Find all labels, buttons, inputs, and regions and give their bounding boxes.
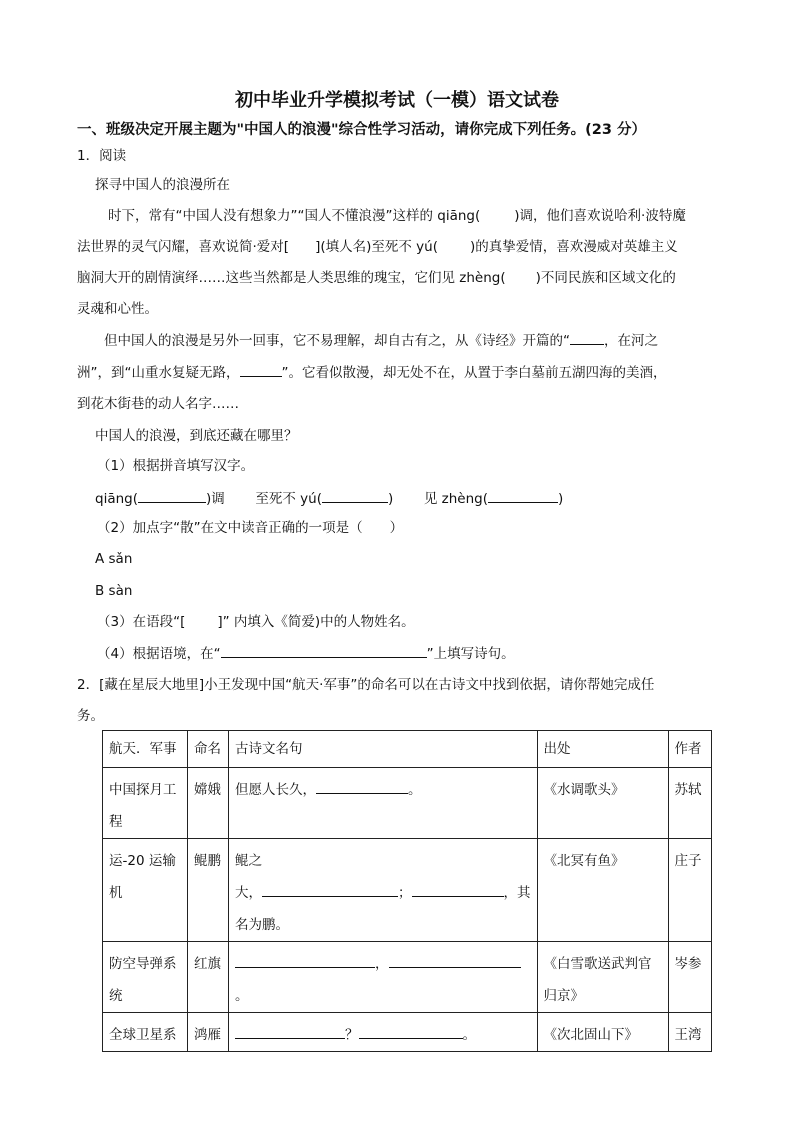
passage-line: 法世界的灵气闪耀，喜欢说简·爱对[ ](填人名)至死不 yú( )的真挚爱情，喜欢漫威对英雄主义 — [77, 239, 678, 255]
passage-line: 洲”，到“山重水复疑无路， ”。它看似散漫，却无处不在，从置于李白墓前五湖四海的美酒， — [77, 362, 667, 383]
blank[interactable] — [235, 953, 375, 968]
table-cell: 嫦娥 — [188, 768, 229, 839]
table-cell: 运-20 运输机 — [103, 839, 188, 942]
passage-line: 但中国人的浪漫是另外一回事，它不易理解，却自古有之，从《诗经》开篇的“ ，在河之 — [104, 330, 658, 351]
table-cell: 中国探月工程 — [103, 768, 188, 839]
table-row — [103, 768, 712, 839]
passage-line: 灵魂和心性。 — [77, 301, 158, 317]
option-b[interactable]: B sàn — [95, 583, 133, 599]
table-cell: 但愿人长久， 。 — [229, 768, 538, 839]
passage-line: 时下，常有“中国人没有想象力”“国人不懂浪漫”这样的 qiāng( )调，他们喜欢说哈利·波特魔 — [108, 208, 686, 224]
table-header: 古诗文名句 — [229, 731, 538, 768]
table-cell: 《次北固山下》 — [537, 1013, 668, 1052]
table-cell: 鲲之 大， ； ，其 名为鹏。 — [229, 839, 538, 942]
blank[interactable] — [322, 488, 388, 503]
table-cell: 红旗 — [188, 942, 229, 1013]
section-heading: 一、班级决定开展主题为"中国人的浪漫"综合性学习活动，请你完成下列任务。(23 分） — [77, 122, 646, 138]
question-text: 中国人的浪漫，到底还藏在哪里？ — [95, 428, 298, 444]
blank[interactable] — [488, 488, 558, 503]
passage-line: 到花木街巷的动人名字…… — [77, 396, 239, 412]
passage-line: 脑洞大开的剧情演绎……这些当然都是人类思维的瑰宝，它们见 zhèng( )不同民族和区域文化的 — [77, 270, 676, 286]
page-title: 初中毕业升学模拟考试（一模）语文试卷 — [235, 90, 559, 111]
blank[interactable] — [316, 779, 408, 794]
table-cell: 庄子 — [668, 839, 711, 942]
blank[interactable] — [262, 882, 398, 897]
table-cell: 防空导弹系统 — [103, 942, 188, 1013]
blank[interactable] — [240, 362, 282, 377]
question-2: 2．[藏在星辰大地里]小王发现中国“航天·军事”的命名可以在古诗文中找到依据，请你帮她完成任 — [77, 677, 655, 693]
blank[interactable] — [389, 953, 521, 968]
table-row — [103, 942, 712, 1013]
sub-question: （2）加点字“散”在文中读音正确的一项是（ ） — [97, 520, 404, 536]
table-row — [103, 839, 712, 942]
blank[interactable] — [359, 1024, 463, 1039]
table-cell: 苏轼 — [668, 768, 711, 839]
blank[interactable] — [138, 488, 206, 503]
table-header: 作者 — [668, 731, 711, 768]
sub-question: （4）根据语境，在“ ”上填写诗句。 — [97, 643, 515, 664]
table-cell: 鲲鹏 — [188, 839, 229, 942]
table-header: 航天．军事 — [103, 731, 188, 768]
pinyin-row: qiāng( )调 至死不 yú( ) 见 zhèng( ) — [95, 488, 563, 509]
poetry-table — [102, 730, 712, 1052]
table-header: 命名 — [188, 731, 229, 768]
table-cell: 鸿雁 — [188, 1013, 229, 1052]
table-cell: ？ 。 — [229, 1013, 538, 1052]
table-cell: ，。 — [229, 942, 538, 1013]
table-row — [103, 1013, 712, 1052]
table-cell: 《北冥有鱼》 — [537, 839, 668, 942]
blank[interactable] — [235, 1024, 345, 1039]
table-header-row — [103, 731, 712, 768]
passage-heading: 探寻中国人的浪漫所在 — [95, 177, 230, 193]
table-header: 出处 — [537, 731, 668, 768]
table-cell: 王湾 — [668, 1013, 711, 1052]
table-cell: 《水调歌头》 — [537, 768, 668, 839]
question-2-cont: 务。 — [77, 708, 104, 724]
table-cell: 岑参 — [668, 942, 711, 1013]
option-a[interactable]: A sǎn — [95, 551, 133, 567]
sub-question: （1）根据拼音填写汉字。 — [97, 458, 255, 474]
blank[interactable] — [570, 330, 604, 345]
blank[interactable] — [221, 643, 427, 658]
table-cell: 《白雪歌送武判官归京》 — [537, 942, 668, 1013]
blank[interactable] — [412, 882, 504, 897]
sub-question: （3）在语段“[ ]” 内填入《简爱)中的人物姓名。 — [97, 614, 415, 630]
question-number: 1．阅读 — [77, 148, 127, 164]
table-cell: 全球卫星系 — [103, 1013, 188, 1052]
